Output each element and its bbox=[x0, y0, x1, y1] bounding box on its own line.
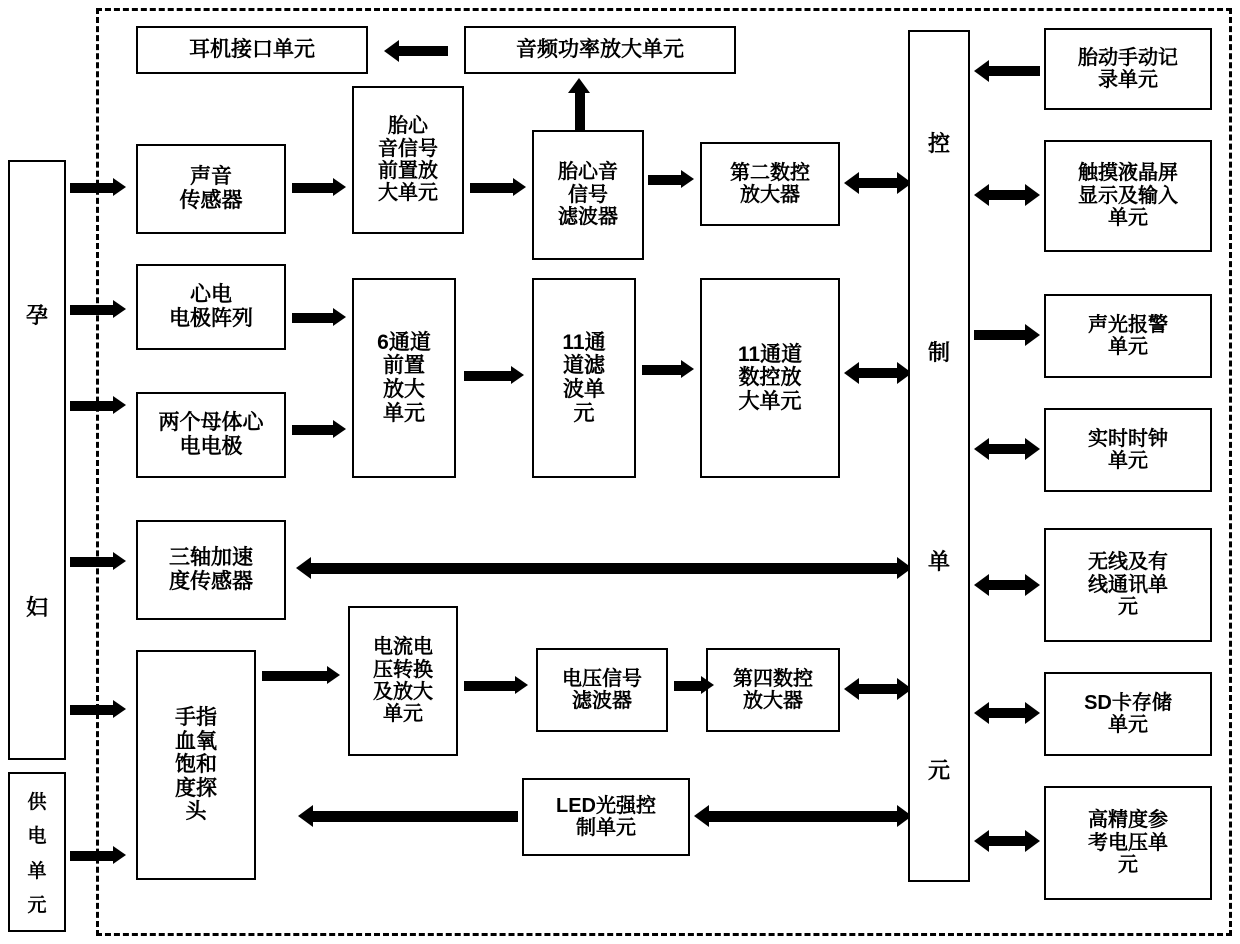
six-channel-preamp-unit-block: 6通道 前置 放大 单元 bbox=[352, 278, 456, 478]
arrow-maternal-electrodes-to-six-channel-preamp bbox=[292, 420, 348, 440]
fetal-heart-sound-filter-block: 胎心音 信号 滤波器 bbox=[532, 130, 644, 260]
arrow-real-time-clock-to-control-unit bbox=[974, 438, 1040, 460]
arrow-fourth-amp-to-control-unit bbox=[844, 678, 912, 700]
arrow-sound-sensor-to-preamp bbox=[292, 178, 348, 198]
arrow-current-voltage-converter-to-voltage-filter bbox=[464, 676, 530, 696]
high-precision-reference-voltage-unit-block: 高精度参 考电压单 元 bbox=[1044, 786, 1212, 900]
arrow-eleven-channel-filter-to-dac-amp bbox=[642, 360, 696, 380]
arrow-woman-to-ecg-array bbox=[70, 300, 128, 320]
power-unit-line-1: 供 bbox=[27, 792, 47, 814]
manual-fetal-movement-record-unit-block: 胎动手动记 录单元 bbox=[1044, 28, 1212, 110]
arrow-control-unit-to-alarm-unit bbox=[974, 324, 1040, 346]
led-intensity-control-unit-block: LED光强控 制单元 bbox=[522, 778, 690, 856]
arrow-fetal-filter-to-audio-amp bbox=[568, 78, 592, 136]
audio-power-amplifier-unit-block: 音频功率放大单元 bbox=[464, 26, 736, 74]
fetal-heart-sound-preamp-block: 胎心 音信号 前置放 大单元 bbox=[352, 86, 464, 234]
ecg-electrode-array-block: 心电 电极阵列 bbox=[136, 264, 286, 350]
arrow-fetal-movement-record-to-control-unit bbox=[974, 60, 1040, 82]
arrow-woman-to-triaxial-accelerometer bbox=[70, 552, 128, 572]
headphone-interface-unit-block: 耳机接口单元 bbox=[136, 26, 368, 74]
arrow-fetal-filter-to-second-amp bbox=[648, 170, 696, 190]
arrow-sd-card-storage-to-control-unit bbox=[974, 702, 1040, 724]
sound-sensor-block: 声音 传感器 bbox=[136, 144, 286, 234]
arrow-led-control-to-control-unit bbox=[694, 804, 912, 828]
real-time-clock-unit-block: 实时时钟 单元 bbox=[1044, 408, 1212, 492]
arrow-communication-unit-to-control-unit bbox=[974, 574, 1040, 596]
two-maternal-ecg-electrodes-block: 两个母体心 电电极 bbox=[136, 392, 286, 478]
second-digital-controlled-amplifier-block: 第二数控 放大器 bbox=[700, 142, 840, 226]
control-unit-line-4: 元 bbox=[927, 758, 950, 783]
power-unit-line-4: 元 bbox=[27, 894, 47, 916]
control-unit-block bbox=[908, 30, 970, 882]
voltage-signal-filter-block: 电压信号 滤波器 bbox=[536, 648, 668, 732]
subject-pregnant-woman-block bbox=[8, 160, 66, 760]
fourth-digital-controlled-amplifier-block: 第四数控 放大器 bbox=[706, 648, 840, 732]
audible-visual-alarm-unit-block: 声光报警 单元 bbox=[1044, 294, 1212, 378]
arrow-second-amp-to-control-unit bbox=[844, 172, 912, 194]
arrow-touch-lcd-to-control-unit bbox=[974, 184, 1040, 206]
control-unit-line-2: 制 bbox=[927, 340, 950, 365]
arrow-audio-amp-to-headphone bbox=[384, 40, 448, 62]
arrow-triaxial-accelerometer-to-control-unit bbox=[296, 556, 912, 580]
power-unit-line-2: 电 bbox=[27, 826, 47, 848]
arrow-woman-to-finger-spo2-probe bbox=[70, 700, 128, 720]
arrow-eleven-channel-dac-amp-to-control-unit bbox=[844, 362, 912, 384]
arrow-woman-to-maternal-electrodes bbox=[70, 396, 128, 416]
finger-spo2-probe-block: 手指 血氧 饱和 度探 头 bbox=[136, 650, 256, 880]
arrow-woman-to-sound-sensor bbox=[70, 178, 128, 198]
wireless-wired-communication-unit-block: 无线及有 线通讯单 元 bbox=[1044, 528, 1212, 642]
subject-label-line-2: 妇 bbox=[25, 594, 48, 620]
power-supply-unit-block bbox=[8, 772, 66, 932]
arrow-led-control-to-spo2-probe bbox=[298, 804, 518, 828]
triaxial-accelerometer-block: 三轴加速 度传感器 bbox=[136, 520, 286, 620]
arrow-reference-voltage-to-control-unit bbox=[974, 830, 1040, 852]
control-unit-line-1: 控 bbox=[927, 131, 950, 156]
eleven-channel-filter-unit-block: 11通 道滤 波单 元 bbox=[532, 278, 636, 478]
arrow-voltage-filter-to-fourth-amp bbox=[674, 676, 716, 696]
eleven-channel-dac-amplifier-unit-block: 11通道 数控放 大单元 bbox=[700, 278, 840, 478]
touch-lcd-display-input-unit-block: 触摸液晶屏 显示及输入 单元 bbox=[1044, 140, 1212, 252]
arrow-spo2-probe-to-current-voltage-converter bbox=[262, 666, 342, 686]
arrow-ecg-array-to-six-channel-preamp bbox=[292, 308, 348, 328]
sd-card-storage-unit-block: SD卡存储 单元 bbox=[1044, 672, 1212, 756]
arrow-power-supply-to-system bbox=[70, 846, 128, 866]
control-unit-line-3: 单 bbox=[927, 549, 950, 574]
subject-label-line-1: 孕 bbox=[25, 302, 48, 328]
arrow-preamp-to-fetal-filter bbox=[470, 178, 528, 198]
arrow-six-channel-preamp-to-eleven-channel-filter bbox=[464, 366, 526, 386]
power-unit-line-3: 单 bbox=[27, 860, 47, 882]
current-to-voltage-converter-amp-block: 电流电 压转换 及放大 单元 bbox=[348, 606, 458, 756]
